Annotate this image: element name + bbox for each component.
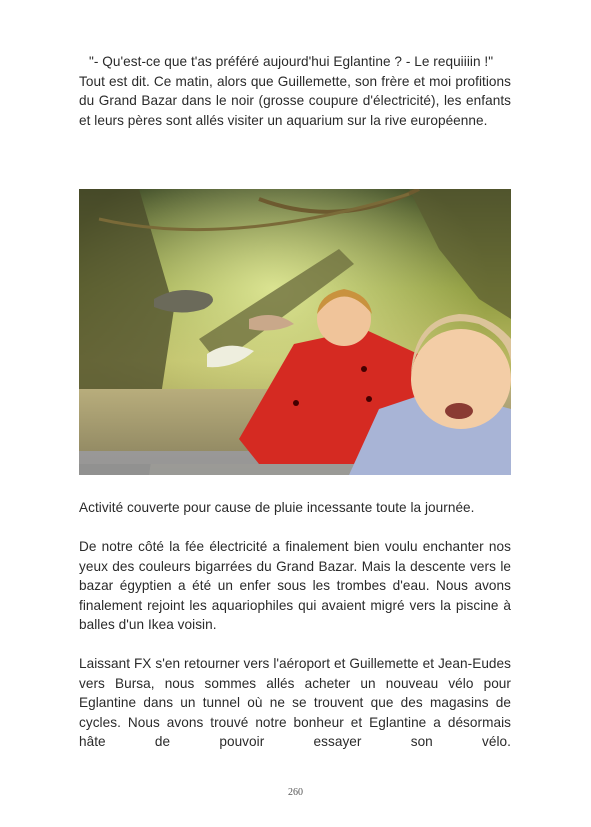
quote-paragraph: "- Qu'est-ce que t'as préféré aujourd'hui Eglantine ? - Le requiiiin !" (89, 54, 494, 69)
intro-paragraph: Tout est dit. Ce matin, alors que Guillemette, son frère et moi profitions du Grand Bazar dans le noir (grosse coupure d'électricité), les enfants et leurs pères sont allés visiter un aquarium sur la rive européenne. (79, 73, 511, 128)
aquarium-photo (79, 189, 511, 475)
bazar-paragraph: De notre côté la fée électricité a finalement bien voulu enchanter nos yeux des couleurs bigarrées du Grand Bazar. Mais la descente vers le bazar égyptien a été un enfer sous les trombes d'eau. Nous avons finalement rejoint les aquariophiles qui avaient migré vers la piscine à balles d'un Ikea voisin. (79, 539, 511, 632)
caption-paragraph: Activité couverte pour cause de pluie incessante toute la journée. (79, 500, 475, 515)
page-number: 260 (288, 787, 303, 798)
velo-paragraph: Laissant FX s'en retourner vers l'aéroport et Guillemette et Jean-Eudes vers Bursa, nous sommes allés acheter un nouveau vélo pour Eglantine dans un tunnel où ne se trouvent que des magasins de cycles. Nous avons trouvé notre bonheur et Eglantine a désormais hâte de pouvoir essayer son vélo. (79, 656, 511, 749)
text-block-top (79, 52, 511, 130)
text-block-bottom (79, 498, 511, 752)
